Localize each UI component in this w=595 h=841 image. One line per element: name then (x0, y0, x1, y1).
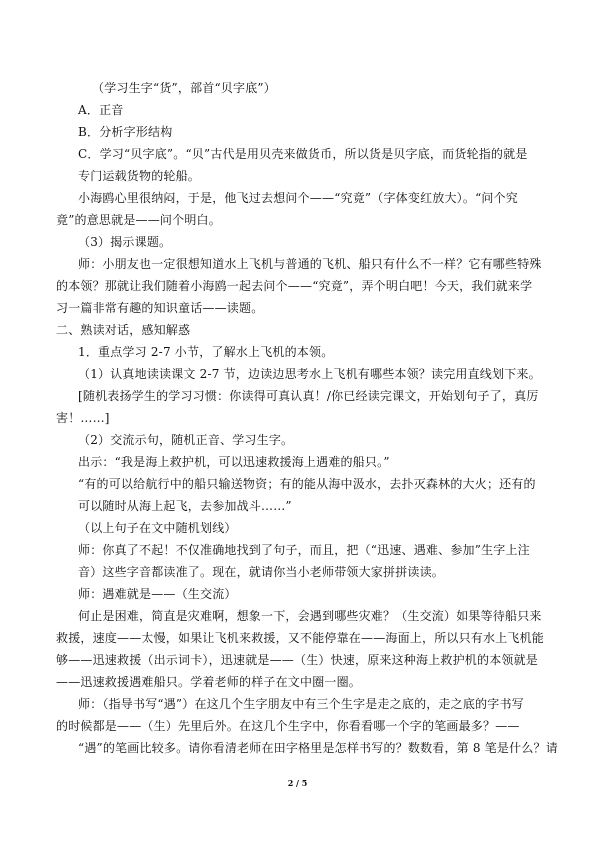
text-line: 小海鸥心里很纳闷，于是，他飞过去想问个——“究竟”（字体变红放大）。“问个究 (78, 191, 519, 205)
text-line: [随机表扬学生的学习习惯：你读得可真认真！/你已经读完课文，开始划句子了，真厉 (78, 389, 539, 403)
text-line: “遇”的笔画比较多。请你看清老师在田字格里是怎样书写的？数数看，第 8 笔是什么？请 (78, 741, 558, 755)
text-line: 的本领？那就让我们随着小海鸥一起去问个——“究竟”，弄个明白吧！今天，我们就来学 (56, 279, 533, 293)
text-line: （3）揭示课题。 (78, 235, 172, 249)
text-line: 可以随时从海上起飞，去参加战斗……” (78, 499, 292, 513)
text-line: 音）这些字音都读准了。现在，就请你当小老师带领大家拼拼读读。 (78, 565, 445, 579)
text-line: 师：（指导书写“遇”）在这几个生字朋友中有三个生字是走之底的，走之底的字书写 (78, 697, 524, 711)
text-line: 师：遇难就是——（生交流） (78, 587, 237, 601)
text-line: 救援，速度——太慢，如果让飞机来救援，又不能停靠在——海面上，所以只有水上飞机能 (56, 631, 545, 645)
text-line: （以上句子在文中随机划线） (78, 521, 237, 535)
text-line: （1）认真地读读课文 2-7 节，边读边思考水上飞机有哪些本领？读完用直线划下来。 (78, 367, 541, 381)
text-line: B．分析字形结构 (78, 125, 173, 139)
text-line: 够——迅速救援（出示词卡），迅速就是——（生）快速，原来这种海上救护机的本领就是 (56, 653, 539, 667)
text-line: 何止是困难，简直是灾难啊，想象一下，会遇到哪些灾难？（生交流）如果等待船只来 (78, 609, 542, 623)
text-line: 1．重点学习 2-7 小节，了解水上飞机的本领。 (78, 345, 334, 359)
text-line: 师：小朋友也一定很想知道水上飞机与普通的飞机、船只有什么不一样？它有哪些特殊 (78, 257, 542, 271)
text-line: 师：你真了不起！不仅准确地找到了句子，而且，把（“迅速、遇难、参加”生字上注 (78, 543, 530, 557)
text-line: 专门运载货物的轮船。 (78, 169, 201, 183)
text-line: （学习生字“货”，部首“贝字底”） (92, 81, 276, 95)
text-line: A．正音 (78, 103, 124, 117)
text-line: 的时候都是——（生）先里后外。在这几个生字中，你看看哪一个字的笔画最多？—— (56, 719, 520, 733)
section-heading: 二、熟读对话，感知解惑 (56, 323, 191, 337)
text-line: 出示：“我是海上救护机，可以迅速救援海上遇难的船只。” (78, 455, 390, 469)
page-number: 2 / 5 (287, 778, 308, 788)
text-line: （2）交流示句，随机正音、学习生字。 (78, 433, 294, 447)
text-line: 竟”的意思就是——问个明白。 (56, 213, 221, 227)
text-line: ——迅速救援遇难船只。学着老师的样子在文中圈一圈。 (56, 675, 362, 689)
text-line: “有的可以给航行中的船只输送物资；有的能从海中汲水，去扑灭森林的大火；还有的 (78, 477, 536, 491)
text-line: 习一篇非常有趣的知识童话——读题。 (56, 301, 264, 315)
text-line: C．学习“贝字底”。“贝”古代是用贝壳来做货币，所以货是贝字底，而货轮指的就是 (78, 147, 528, 161)
text-line: 害！……] (56, 411, 110, 425)
